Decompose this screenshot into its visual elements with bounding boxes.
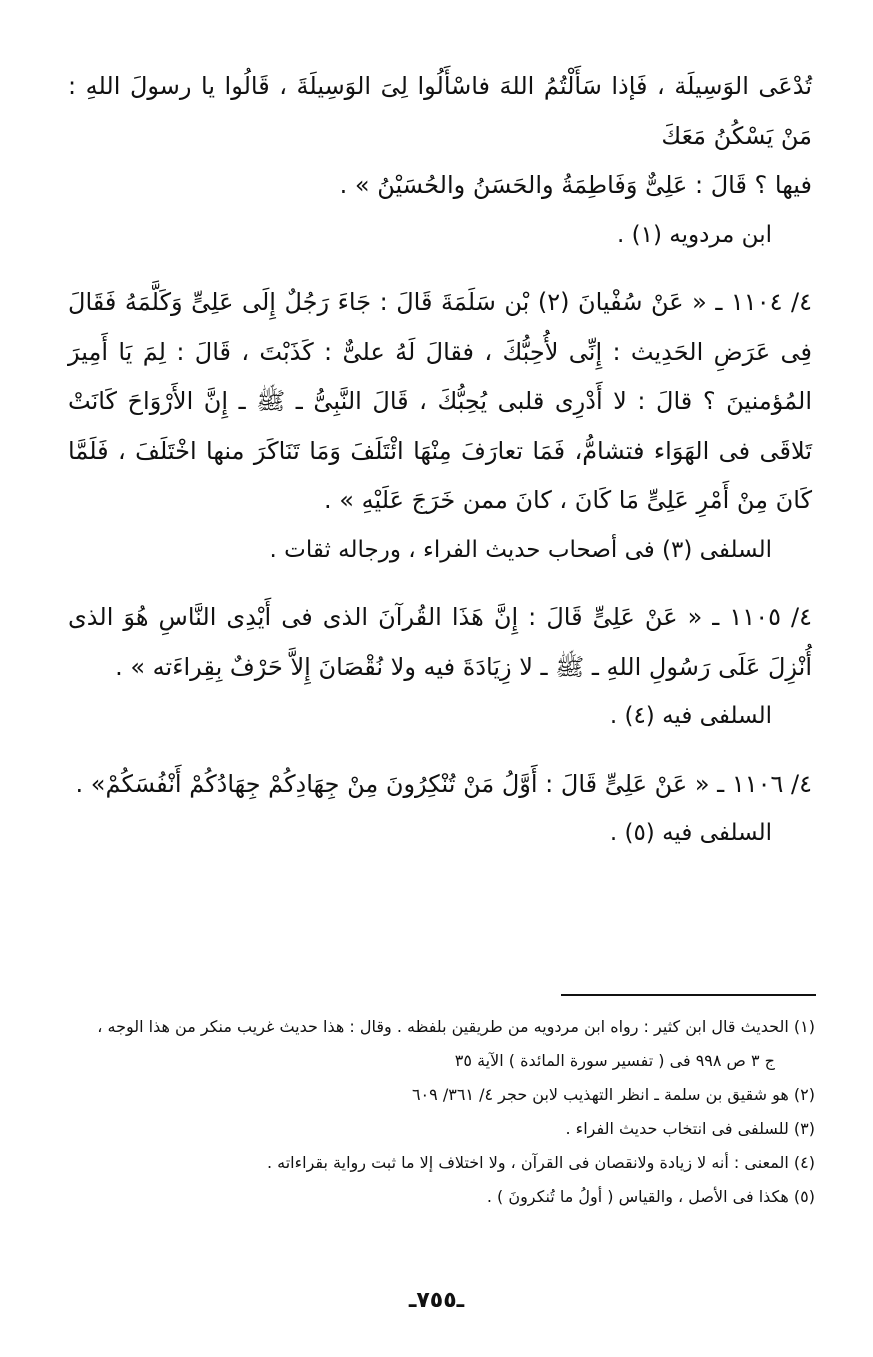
footnote-divider [561,994,816,996]
footnote-3: (٣) للسلفى فى انتخاب حديث الفراء . [565,1119,815,1138]
hadith-1103-line-1: تُدْعَى الوَسِيلَة ، فَإذا سَأَلْتُمُ اللهَ فاسْأَلُوا لِىَ الوَسِيلَةَ ، قَالُوا يا رسولَ اللهِ : مَنْ يَسْكُنُ مَعَكَ [68,72,812,150]
page-number: ـ٧٥٥ـ [408,1288,465,1313]
hadith-1104-text: ٤/ ١١٠٤ ـ « عَنْ سُفْيانَ (٢) بْن سَلَمَةَ قَالَ : جَاءَ رَجُلٌ إِلَى عَلِىٍّ وَكَلَّمَهُ فَقَالَ فِى عَرَضِ الحَدِيث : إِنِّى لأُحِبُّكَ ، فقالَ لَهُ علىٌّ : كَذَبْتَ ، قَالَ : لِمَ يَا أَمِيرَ المُؤمنينَ ؟ قالَ : لا أَدْرِى قلبى يُحِبُّكَ ، قَالَ النَّبِىُّ ـ ﷺ ـ إِنَّ الأَرْوَاحَ كَانَتْ تَلاقَى فى الهَوَاء فتشامُّ، فَمَا تعارَفَ مِنْهَا ائْتَلَفَ وَمَا تَنَاكَرَ منها اخْتَلَفَ ، فَلَمَّا كَانَ مِنْ أَمْرِ عَلِىٍّ مَا كَانَ ، كانَ ممن خَرَجَ عَلَيْهِ » . [68,288,812,514]
footnote-1: (١) الحديث قال ابن كثير : رواه ابن مردويه من طريقين بلفظه . وقال : هذا حديث غريب منكر من هذا الوجه ، [97,1017,815,1036]
hadith-1103-line-2: فيها ؟ قَالَ : عَلِىٌّ وَفَاطِمَةُ والحَسَنُ والحُسَيْنُ » . [339,171,812,199]
main-text [68,62,812,859]
hadith-1105-source: السلفى فيه (٤) . [609,703,772,729]
hadith-1104-source: السلفى (٣) فى أصحاب حديث الفراء ، ورجاله ثقات . [269,536,772,563]
footnote-1-continued: ج ٣ ص ٩٩٨ فى ( تفسير سورة المائدة ) الآية ٣٥ [454,1051,775,1070]
hadith-1106-source: السلفى فيه (٥) . [609,820,772,846]
footnotes [40,1010,815,1214]
footnote-4: (٤) المعنى : أنه لا زيادة ولانقصان فى القرآن ، ولا اختلاف إلا ما ثبت رواية بقراءاته . [266,1153,815,1172]
footnote-2: (٢) هو شقيق بن سلمة ـ انظر التهذيب لابن حجر ٤/ ٣٦١/ ٦٠٩ [411,1085,815,1104]
hadith-1103-source: ابن مردويه (١) . [617,221,772,248]
hadith-1106-text: ٤/ ١١٠٦ ـ « عَنْ عَلِىٍّ قَالَ : أَوَّلُ مَنْ تُنْكِرُونَ مِنْ جِهَادِكُمْ جِهَادُكُمْ أَنْفُسَكُمْ» . [75,769,812,798]
hadith-1105-text: ٤/ ١١٠٥ ـ « عَنْ عَلِىٍّ قَالَ : إِنَّ هَذَا القُرآنَ الذى فى أَيْدِى النَّاسِ هُوَ الذى أُنْزِلَ عَلَى رَسُولِ اللهِ ـ ﷺ ـ لا زِيَادَةَ فيه ولا نُقْصَانَ إِلاَّ حَرْفٌ بِقِراءَته » . [68,603,812,681]
footnote-5: (٥) هكذا فى الأصل ، والقياس ( أولُ ما تُنكرونَ ) . [486,1187,815,1206]
